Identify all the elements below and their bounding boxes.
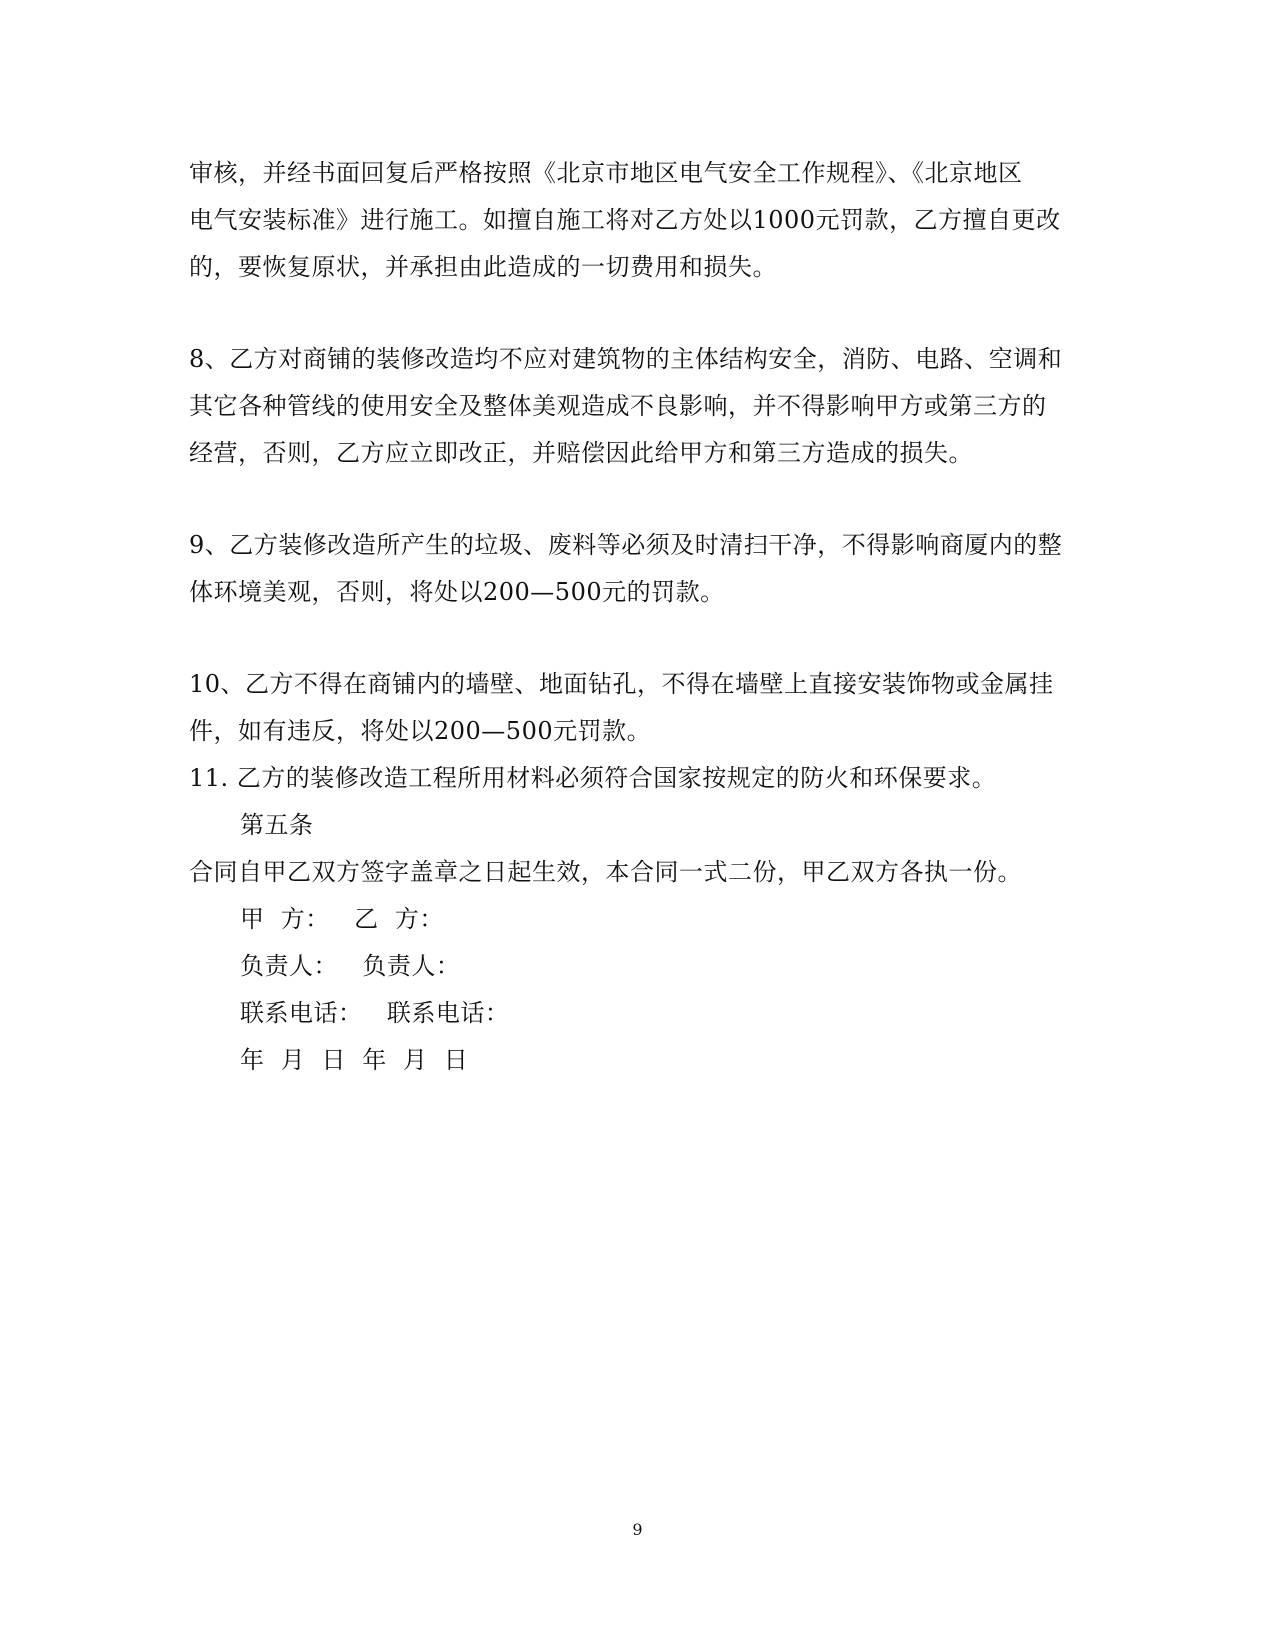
paragraph-line: 10、乙方不得在商铺内的墙壁、地面钻孔，不得在墙壁上直接安装饰物或金属挂: [189, 670, 1054, 698]
paragraph-line: 的，要恢复原状，并承担由此造成的一切费用和损失。: [189, 253, 777, 281]
paragraph-line: 审核，并经书面回复后严格按照《北京市地区电气安全工作规程》、《北京地区: [189, 159, 1023, 187]
paragraph-line: 11. 乙方的装修改造工程所用材料必须符合国家按规定的防火和环保要求。: [189, 764, 997, 792]
signature-responsible: 负责人： 负责人：: [240, 952, 461, 980]
paragraph-line: 8、乙方对商铺的装修改造均不应对建筑物的主体结构安全，消防、电路、空调和: [189, 345, 1063, 373]
signature-parties: 甲 方： 乙 方：: [240, 905, 444, 933]
paragraph-line: 其它各种管线的使用安全及整体美观造成不良影响，并不得影响甲方或第三方的: [189, 392, 1047, 420]
paragraph-line: 9、乙方装修改造所产生的垃圾、废料等必须及时清扫干净，不得影响商厦内的整: [189, 531, 1063, 559]
paragraph-line: 电气安装标准》进行施工。如擅自施工将对乙方处以1000元罚款，乙方擅自更改: [189, 206, 1061, 234]
effective-clause: 合同自甲乙双方签字盖章之日起生效，本合同一式二份，甲乙双方各执一份。: [189, 858, 1022, 886]
paragraph-line: 经营，否则，乙方应立即改正，并赔偿因此给甲方和第三方造成的损失。: [189, 439, 973, 467]
paragraph-line: 件，如有违反，将处以200—500元罚款。: [189, 717, 652, 745]
page-number: 9: [632, 1520, 643, 1539]
signature-date: 年 月 日 年 月 日: [240, 1046, 469, 1074]
paragraph-line: 体环境美观，否则，将处以200—500元的罚款。: [189, 578, 725, 606]
signature-phone: 联系电话： 联系电话：: [240, 999, 510, 1027]
article-heading: 第五条: [240, 811, 314, 839]
